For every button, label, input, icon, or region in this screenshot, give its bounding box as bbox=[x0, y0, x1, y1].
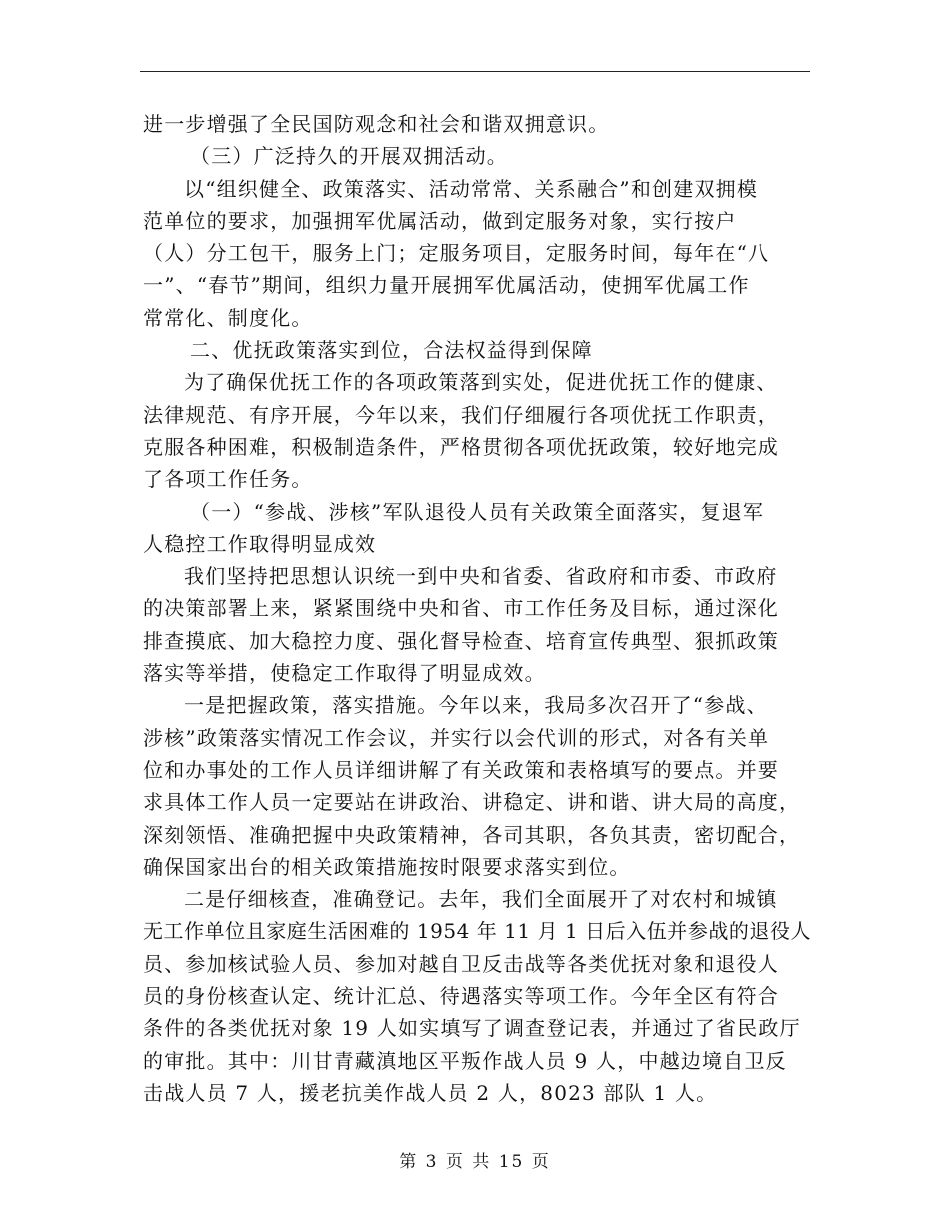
header-rule bbox=[140, 71, 810, 72]
document-body bbox=[143, 108, 811, 1109]
text-line: 为了确保优抚工作的各项政策落到实处，促进优抚工作的健康、 bbox=[184, 370, 778, 395]
section-heading: （一）“参战、涉核”军队退役人员有关政策全面落实，复退军 bbox=[190, 499, 765, 524]
text-line: 我们坚持把思想认识统一到中央和省委、省政府和市委、市政府 bbox=[184, 564, 778, 589]
text-line: 了各项工作任务。 bbox=[143, 467, 313, 492]
section-heading: 二、优抚政策落实到位，合法权益得到保障 bbox=[190, 338, 593, 363]
text-line: 确保国家出台的相关政策措施按时限要求落实到位。 bbox=[143, 854, 631, 879]
text-line: 落实等举措，使稳定工作取得了明显成效。 bbox=[143, 661, 546, 686]
text-line: 二是仔细核查，准确登记。去年，我们全面展开了对农村和城镇 bbox=[184, 887, 778, 912]
text-line: 位和办事处的工作人员详细讲解了有关政策和表格填写的要点。并要 bbox=[143, 757, 779, 782]
text-line: 无工作单位且家庭生活困难的 1954 年 11 月 1 日后入伍并参战的退役人 bbox=[143, 919, 812, 944]
text-line: 进一步增强了全民国防观念和社会和谐双拥意识。 bbox=[143, 112, 610, 136]
text-line: 员的身份核查认定、统计汇总、待遇落实等项工作。今年全区有符合 bbox=[143, 984, 779, 1009]
text-line: 一”、“春节”期间，组织力量开展拥军优属活动，使拥军优属工作 bbox=[143, 273, 750, 298]
text-line: 条件的各类优抚对象 19 人如实填写了调查登记表，并通过了省民政厅 bbox=[143, 1016, 801, 1041]
text-line: 的审批。其中：川甘青藏滇地区平叛作战人员 9 人，中越边境自卫反 bbox=[143, 1048, 787, 1073]
text-line: 涉核”政策落实情况工作会议，并实行以会代训的形式，对各有关单 bbox=[143, 725, 770, 750]
page-number: 第 3 页 共 15 页 bbox=[399, 1152, 551, 1172]
text-line: 法律规范、有序开展，今年以来，我们仔细履行各项优抚工作职责， bbox=[143, 402, 779, 427]
text-line: 求具体工作人员一定要站在讲政治、讲稳定、讲和谐、讲大局的高度， bbox=[143, 790, 801, 815]
text-line: 以“组织健全、政策落实、活动常常、关系融合”和创建双拥模 bbox=[184, 176, 759, 201]
text-line: （人）分工包干，服务上门；定服务项目，定服务时间，每年在“八 bbox=[143, 241, 770, 266]
text-line: 深刻领悟、准确把握中央政策精神，各司其职，各负其责，密切配合， bbox=[143, 822, 801, 847]
text-line: 一是把握政策，落实措施。今年以来，我局多次召开了“参战、 bbox=[184, 693, 768, 718]
text-line: 排查摸底、加大稳控力度、强化督导检查、培育宣传典型、狠抓政策 bbox=[143, 628, 779, 653]
text-line: 人稳控工作取得明显成效 bbox=[143, 531, 377, 556]
section-heading: （三）广泛持久的开展双拥活动。 bbox=[190, 144, 508, 169]
text-line: 常常化、制度化。 bbox=[143, 305, 313, 330]
text-line: 的决策部署上来，紧紧围绕中央和省、市工作任务及目标，通过深化 bbox=[143, 596, 779, 621]
text-line: 击战人员 7 人，援老抗美作战人员 2 人，8023 部队 1 人。 bbox=[143, 1080, 718, 1105]
text-line: 员、参加核试验人员、参加对越自卫反击战等各类优抚对象和退役人 bbox=[143, 951, 779, 976]
text-line: 范单位的要求，加强拥军优属活动，做到定服务对象，实行按户 bbox=[143, 208, 737, 233]
text-line: 克服各种困难，积极制造条件，严格贯彻各项优抚政策，较好地完成 bbox=[143, 434, 779, 459]
